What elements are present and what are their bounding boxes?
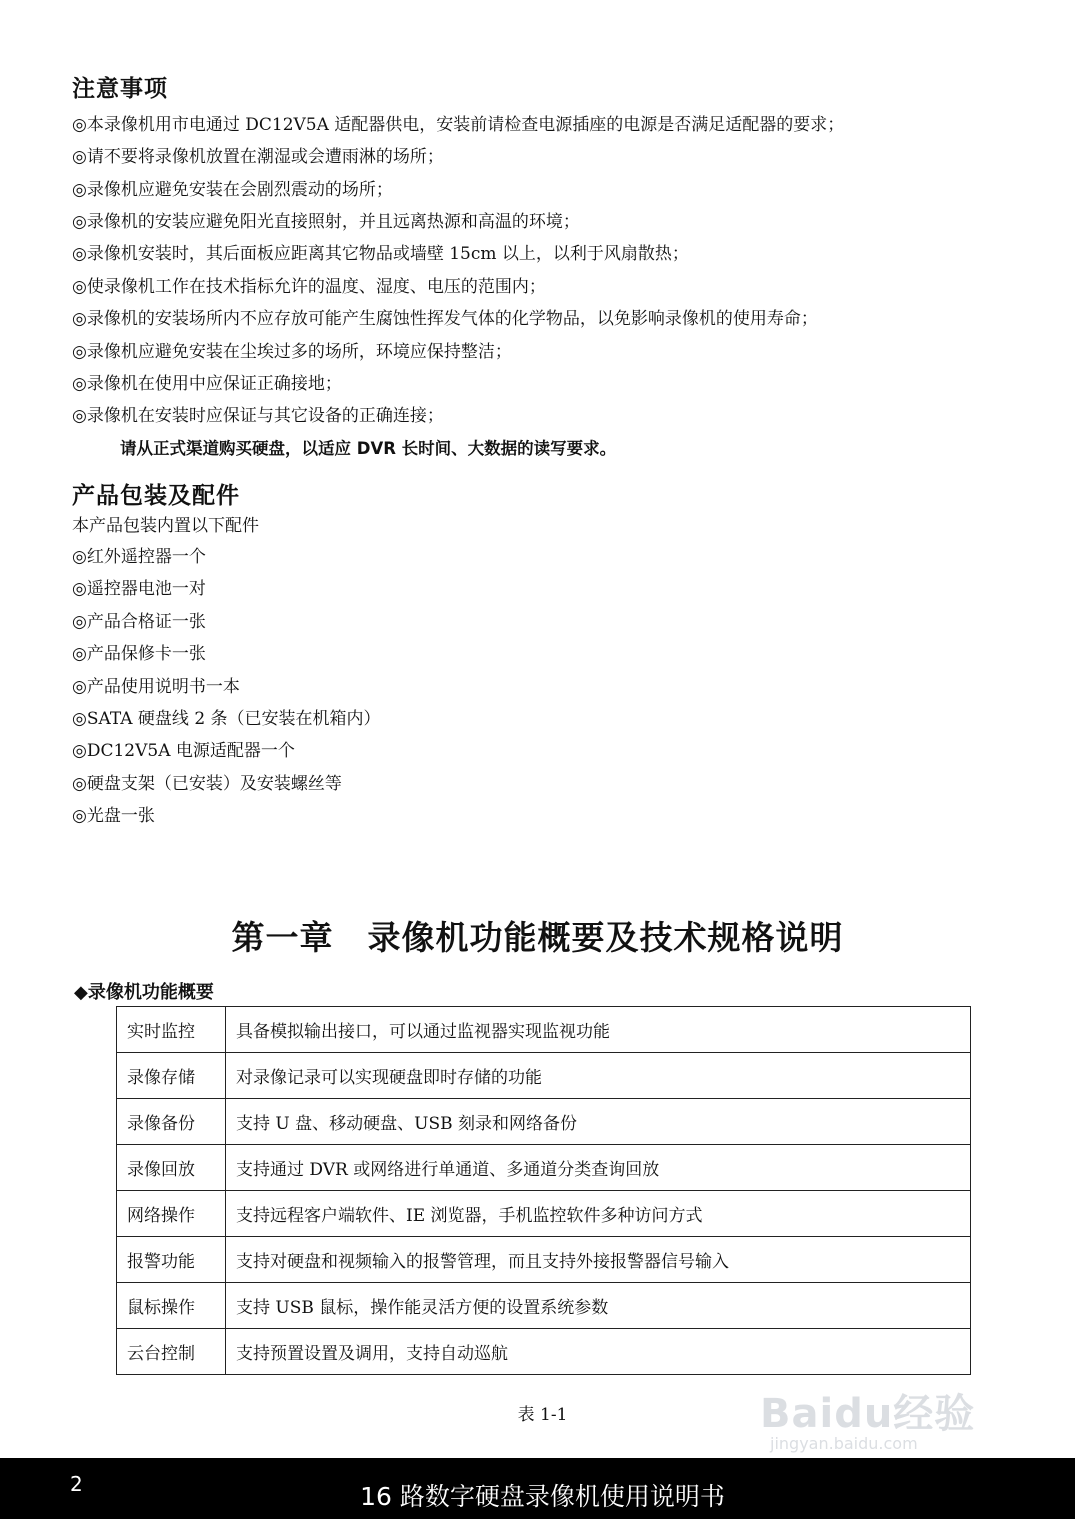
notice-item: ◎本录像机用市电通过 DC12V5A 适配器供电，安装前请检查电源插座的电源是否满足适配器的要求； [72, 115, 845, 135]
table-row [117, 1053, 971, 1099]
notice-title: 注意事项 [72, 76, 168, 102]
function-desc: 对录像记录可以实现硬盘即时存储的功能 [226, 1053, 971, 1099]
function-subhead: ◆录像机功能概要 [74, 982, 214, 1003]
baidu-watermark [760, 1382, 1020, 1458]
table-caption: 表 1-1 [517, 1405, 568, 1425]
page-footer [0, 1458, 1075, 1519]
notice-item: ◎使录像机工作在技术指标允许的温度、湿度、电压的范围内； [72, 277, 546, 297]
page-number: 2 [70, 1472, 83, 1496]
table-row [117, 1237, 971, 1283]
function-desc: 支持对硬盘和视频输入的报警管理，而且支持外接报警器信号输入 [226, 1237, 971, 1283]
package-item: ◎DC12V5A 电源适配器一个 [72, 741, 295, 761]
package-item: ◎SATA 硬盘线 2 条（已安装在机箱内） [72, 709, 381, 729]
function-desc: 支持 U 盘、移动硬盘、USB 刻录和网络备份 [226, 1099, 971, 1145]
function-desc: 支持通过 DVR 或网络进行单通道、多通道分类查询回放 [226, 1145, 971, 1191]
function-table [116, 1006, 971, 1375]
notice-item: ◎录像机在安装时应保证与其它设备的正确连接； [72, 406, 444, 426]
notice-bold-note: 请从正式渠道购买硬盘，以适应 DVR 长时间、大数据的读写要求。 [120, 439, 617, 458]
package-item: ◎光盘一张 [72, 806, 155, 826]
package-item: ◎产品使用说明书一本 [72, 677, 240, 697]
function-name: 鼠标操作 [117, 1283, 226, 1329]
function-desc: 支持远程客户端软件、IE 浏览器，手机监控软件多种访问方式 [226, 1191, 971, 1237]
function-desc: 支持预置设置及调用，支持自动巡航 [226, 1329, 971, 1375]
package-item: ◎产品保修卡一张 [72, 644, 206, 664]
function-name: 网络操作 [117, 1191, 226, 1237]
table-row [117, 1191, 971, 1237]
package-item: ◎遥控器电池一对 [72, 579, 206, 599]
function-name: 云台控制 [117, 1329, 226, 1375]
table-row [117, 1329, 971, 1375]
footer-title: 16 路数字硬盘录像机使用说明书 [360, 1482, 725, 1511]
table-row [117, 1283, 971, 1329]
function-desc: 支持 USB 鼠标，操作能灵活方便的设置系统参数 [226, 1283, 971, 1329]
function-name: 录像存储 [117, 1053, 226, 1099]
package-item: ◎硬盘支架（已安装）及安装螺丝等 [72, 774, 342, 794]
notice-item: ◎录像机的安装场所内不应存放可能产生腐蚀性挥发气体的化学物品，以免影响录像机的使用寿命； [72, 309, 818, 329]
notice-item: ◎录像机的安装应避免阳光直接照射，并且远离热源和高温的环境； [72, 212, 580, 232]
table-row [117, 1099, 971, 1145]
function-name: 报警功能 [117, 1237, 226, 1283]
package-title: 产品包装及配件 [72, 483, 240, 509]
package-intro: 本产品包装内置以下配件 [72, 516, 259, 536]
notice-item: ◎请不要将录像机放置在潮湿或会遭雨淋的场所； [72, 147, 444, 167]
function-desc: 具备模拟输出接口，可以通过监视器实现监视功能 [226, 1007, 971, 1053]
notice-item: ◎录像机应避免安装在会剧烈震动的场所； [72, 180, 393, 200]
table-row [117, 1007, 971, 1053]
table-row [117, 1145, 971, 1191]
notice-item: ◎录像机应避免安装在尘埃过多的场所，环境应保持整洁； [72, 342, 512, 362]
function-name: 录像回放 [117, 1145, 226, 1191]
package-item: ◎红外遥控器一个 [72, 547, 206, 567]
watermark-logo: Baidu经验 [760, 1391, 976, 1437]
function-name: 实时监控 [117, 1007, 226, 1053]
function-name: 录像备份 [117, 1099, 226, 1145]
package-item: ◎产品合格证一张 [72, 612, 206, 632]
watermark-url: jingyan.baidu.com [770, 1434, 918, 1453]
notice-item: ◎录像机在使用中应保证正确接地； [72, 374, 342, 394]
chapter-title: 第一章 录像机功能概要及技术规格说明 [231, 918, 844, 957]
notice-item: ◎录像机安装时，其后面板应距离其它物品或墙壁 15cm 以上，以利于风扇散热； [72, 244, 689, 264]
